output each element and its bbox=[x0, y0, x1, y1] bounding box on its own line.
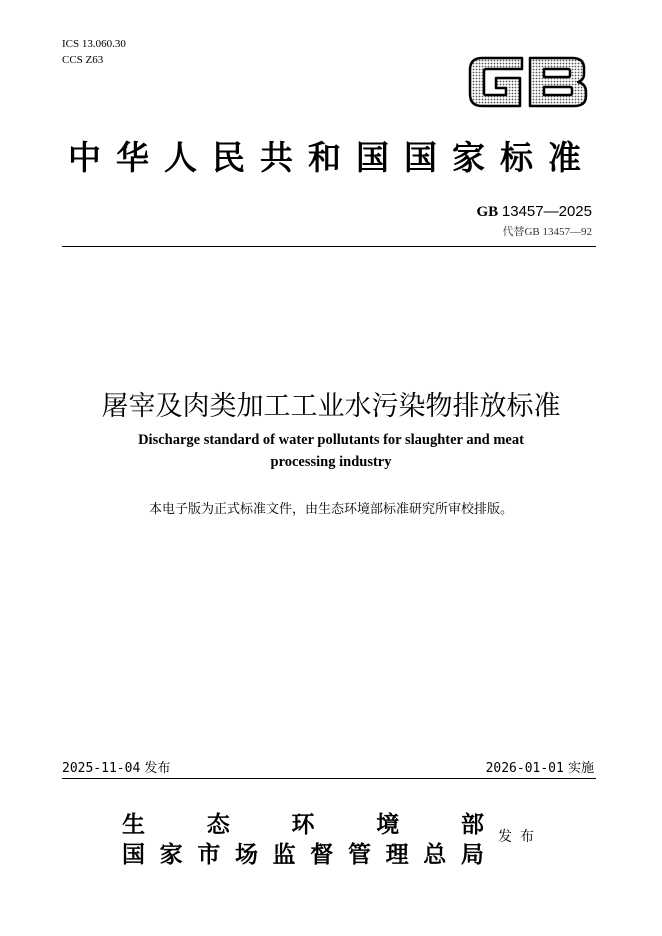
issue-date-value: 2025-11-04 bbox=[62, 761, 141, 776]
issuer-char: 生 bbox=[122, 811, 145, 838]
issuer-ministry bbox=[122, 806, 484, 839]
issuer-char: 国 bbox=[122, 841, 145, 868]
ics-code: ICS 13.060.30 bbox=[62, 38, 126, 50]
issuer-char: 场 bbox=[234, 841, 258, 868]
issuer-char: 管 bbox=[347, 841, 371, 868]
issuer-char: 监 bbox=[272, 841, 296, 868]
issue-date bbox=[62, 757, 170, 776]
issuer-char: 环 bbox=[291, 811, 315, 838]
bottom-divider bbox=[62, 778, 596, 779]
electronic-version-notice: 本电子版为正式标准文件，由生态环境部标准研究所审校排版。 bbox=[148, 502, 513, 517]
gb-logo-icon bbox=[466, 50, 590, 114]
issuer-char: 家 bbox=[159, 841, 183, 868]
document-title-cn: 屠宰及肉类加工工业水污染物排放标准 bbox=[101, 391, 561, 422]
issuer-char: 市 bbox=[197, 841, 221, 868]
standard-number bbox=[476, 203, 592, 221]
national-standard-title: 中华人民共和国国家标准 bbox=[68, 138, 596, 177]
top-divider bbox=[62, 246, 596, 247]
issuer-char: 局 bbox=[460, 841, 484, 868]
ccs-code: CCS Z63 bbox=[62, 54, 104, 66]
title-en-line-1: Discharge standard of water pollutants for slaughter and meat bbox=[138, 432, 524, 448]
issuer-samr bbox=[122, 836, 484, 869]
title-en-line-2: processing industry bbox=[270, 454, 392, 470]
publish-label: 发布 bbox=[498, 829, 542, 845]
issuer-char: 理 bbox=[385, 841, 409, 868]
document-title-en bbox=[0, 429, 662, 473]
standard-prefix: GB bbox=[476, 204, 499, 220]
issuer-char: 总 bbox=[423, 841, 447, 868]
effective-date-value: 2026-01-01 bbox=[485, 761, 564, 776]
standard-number-block bbox=[476, 203, 592, 239]
effective-date bbox=[486, 757, 594, 776]
issuer-char: 态 bbox=[206, 811, 230, 838]
effective-label: 实施 bbox=[567, 761, 594, 776]
issuer-char: 境 bbox=[376, 811, 400, 838]
issuer-char: 督 bbox=[310, 841, 334, 868]
issuer-char: 部 bbox=[461, 811, 484, 838]
standard-code: 13457—2025 bbox=[501, 203, 592, 220]
classification-codes bbox=[62, 36, 126, 68]
replaces-standard: 代替GB 13457—92 bbox=[502, 226, 592, 238]
issue-label: 发布 bbox=[144, 761, 171, 776]
